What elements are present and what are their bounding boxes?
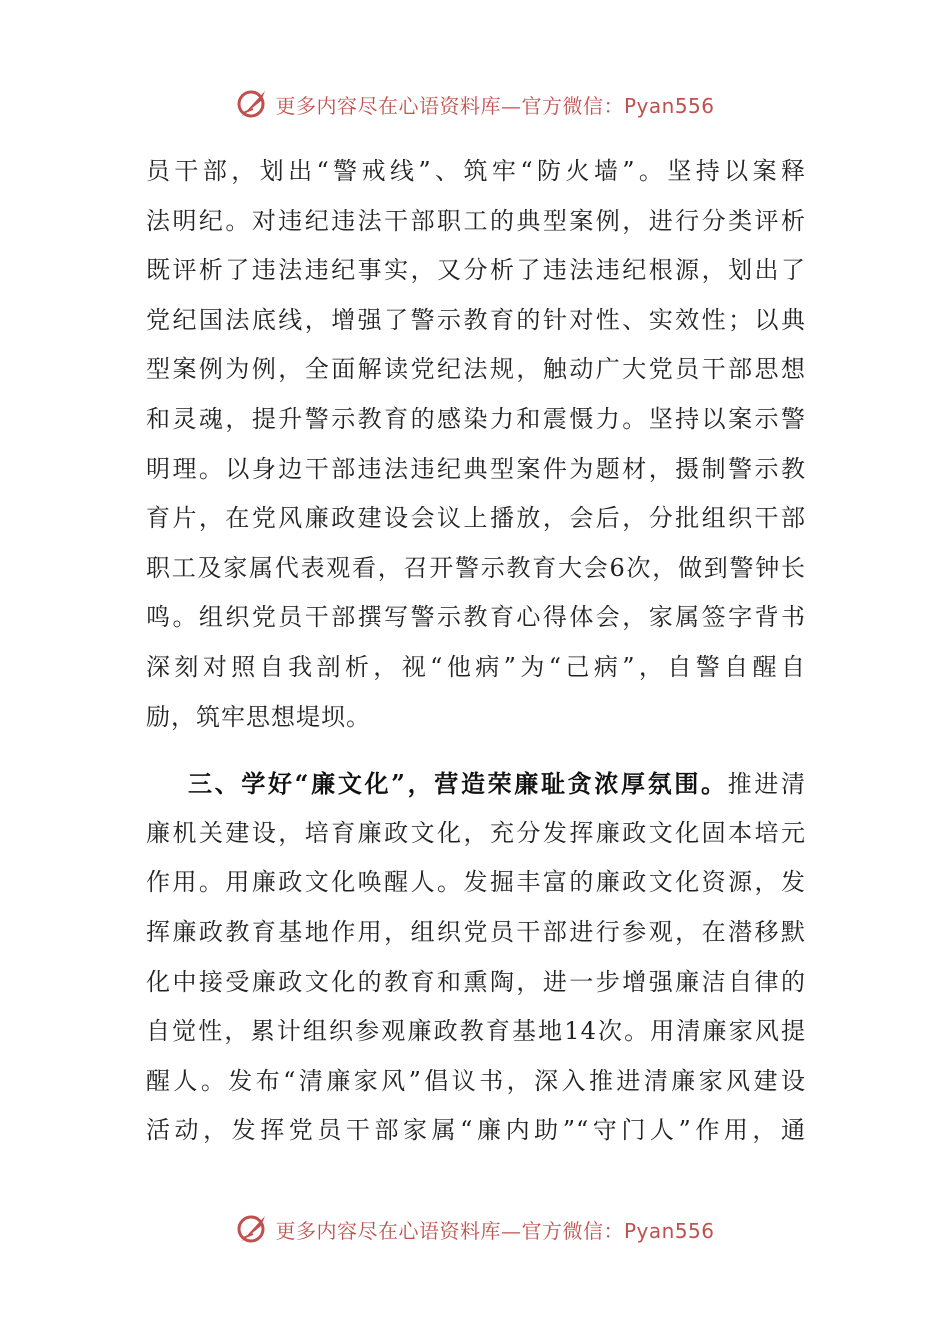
quill-logo-icon — [235, 1212, 269, 1246]
text-line: 自觉性，累计组织参观廉政教育基地14次。用清廉家风提 — [146, 1017, 806, 1046]
text-line: 法明纪。对违纪违法干部职工的典型案例，进行分类评析 — [146, 206, 806, 235]
text-line: 化中接受廉政文化的教育和熏陶，进一步增强廉洁自律的 — [146, 967, 806, 996]
quill-logo-icon — [235, 87, 269, 121]
text-line: 育片，在党风廉政建设会议上播放，会后，分批组织干部 — [146, 504, 806, 533]
text-line: 励，筑牢思想堤坝。 — [146, 702, 371, 731]
text-line: 深刻对照自我剖析，视“他病”为“己病”，自警自醒自 — [146, 652, 806, 681]
text-line: 作用。用廉政文化唤醒人。发掘丰富的廉政文化资源，发 — [146, 868, 806, 897]
text-line: 明理。以身边干部违法违纪典型案件为题材，摄制警示教 — [146, 454, 806, 483]
text-line: 型案例为例，全面解读党纪法规，触动广大党员干部思想 — [146, 355, 806, 384]
text-line: 员干部，划出“警戒线”、筑牢“防火墙”。坚持以案释 — [146, 157, 806, 185]
header-banner — [0, 84, 950, 124]
text-line: 廉机关建设，培育廉政文化，充分发挥廉政文化固本培元 — [146, 818, 806, 847]
section-heading: 三、学好“廉文化”，营造荣廉耻贪浓厚氛围。 — [188, 769, 728, 799]
banner-text: 更多内容尽在心语资料库—官方微信：Pyan556 — [275, 93, 715, 118]
wechat-id: Pyan556 — [623, 1218, 715, 1243]
text-line: 挥廉政教育基地作用，组织党员干部进行参观，在潜移默 — [146, 917, 806, 946]
text-line: 职工及家属代表观看，召开警示教育大会6次，做到警钟长 — [146, 553, 806, 582]
footer-banner — [0, 1209, 950, 1249]
text-line: 和灵魂，提升警示教育的感染力和震慑力。坚持以案示警 — [146, 404, 806, 433]
document-body — [146, 147, 806, 1156]
text-line: 活动，发挥党员干部家属“廉内助”“守门人”作用，通 — [146, 1116, 806, 1145]
text-line: 既评析了违法违纪事实，又分析了违法违纪根源，划出了 — [146, 256, 806, 285]
banner-text: 更多内容尽在心语资料库—官方微信：Pyan556 — [275, 1218, 715, 1243]
text-line: 醒人。发布“清廉家风”倡议书，深入推进清廉家风建设 — [146, 1066, 806, 1095]
section-heading-line — [146, 759, 806, 809]
heading-line-rest: 推进清 — [727, 770, 806, 799]
wechat-id: Pyan556 — [623, 93, 715, 118]
text-line: 鸣。组织党员干部撰写警示教育心得体会，家属签字背书 — [146, 603, 806, 632]
text-line: 党纪国法底线，增强了警示教育的针对性、实效性；以典 — [146, 305, 806, 334]
